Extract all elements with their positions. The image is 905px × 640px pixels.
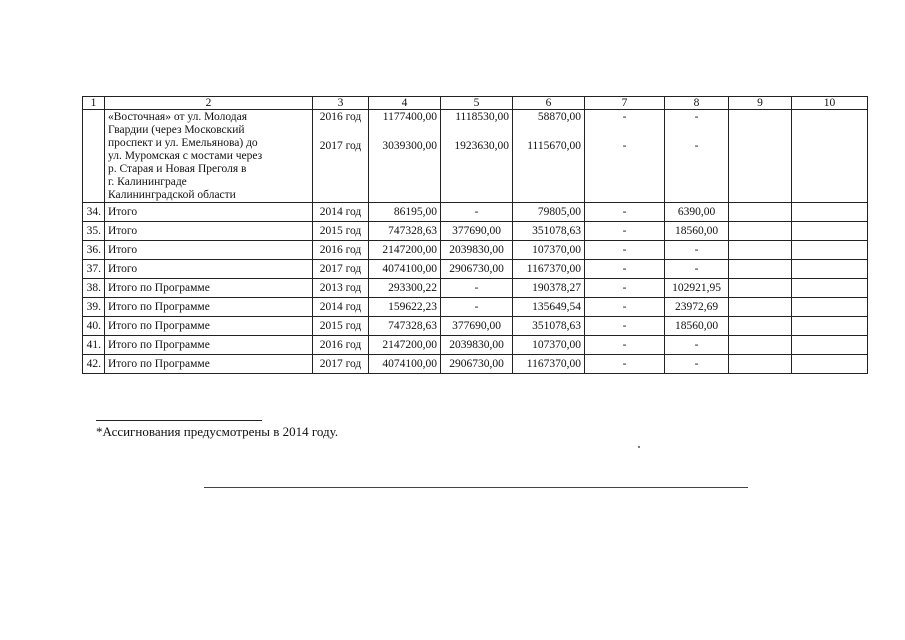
col9-cell — [729, 355, 792, 374]
col5-cell: 2039830,00 — [441, 241, 513, 260]
col5-cell: 1118530,00 1923630,00 — [441, 110, 513, 203]
row-number: 39. — [83, 298, 105, 317]
row-number: 37. — [83, 260, 105, 279]
col8-cell: 18560,00 — [665, 222, 729, 241]
year-cell: 2014 год — [313, 298, 369, 317]
column-header: 8 — [665, 97, 729, 110]
year-cell: 2016 год — [313, 336, 369, 355]
table-row — [83, 260, 868, 279]
year-cell: 2016 год 2017 год — [313, 110, 369, 203]
year-cell: 2013 год — [313, 279, 369, 298]
col7-cell: - — [585, 336, 665, 355]
col9-cell — [729, 336, 792, 355]
column-header: 7 — [585, 97, 665, 110]
row-name: Итого по Программе — [105, 279, 313, 298]
col4-cell: 1177400,00 3039300,00 — [369, 110, 441, 203]
row-number: 35. — [83, 222, 105, 241]
row-name: Итого — [105, 222, 313, 241]
col7-cell: - — [585, 355, 665, 374]
row-name: Итого по Программе — [105, 336, 313, 355]
col9-cell — [729, 241, 792, 260]
col4-cell: 2147200,00 — [369, 336, 441, 355]
table-row — [83, 317, 868, 336]
row-number: 34. — [83, 203, 105, 222]
col6-cell: 135649,54 — [513, 298, 585, 317]
column-number-row — [83, 97, 868, 110]
footnote-rule — [96, 420, 262, 421]
table-row — [83, 203, 868, 222]
year-cell: 2017 год — [313, 355, 369, 374]
col9-cell — [729, 110, 792, 203]
col10-cell — [792, 110, 868, 203]
row-name: Итого по Программе — [105, 317, 313, 336]
row-name: Итого по Программе — [105, 298, 313, 317]
col9-cell — [729, 317, 792, 336]
col5-cell: 377690,00 — [441, 317, 513, 336]
col7-cell: - - — [585, 110, 665, 203]
row-number: 41. — [83, 336, 105, 355]
table-row — [83, 298, 868, 317]
col10-cell — [792, 298, 868, 317]
col4-cell: 4074100,00 — [369, 355, 441, 374]
column-header: 1 — [83, 97, 105, 110]
row-number: 42. — [83, 355, 105, 374]
row-name: Итого — [105, 241, 313, 260]
col4-cell: 86195,00 — [369, 203, 441, 222]
table-row — [83, 279, 868, 298]
row-number: 40. — [83, 317, 105, 336]
col4-cell: 293300,22 — [369, 279, 441, 298]
col6-cell: 107370,00 — [513, 336, 585, 355]
row-number: 38. — [83, 279, 105, 298]
year-cell: 2016 год — [313, 241, 369, 260]
col7-cell: - — [585, 317, 665, 336]
col7-cell: - — [585, 241, 665, 260]
col4-cell: 4074100,00 — [369, 260, 441, 279]
col7-cell: - — [585, 203, 665, 222]
budget-table — [82, 96, 868, 374]
table-row-road-project — [83, 110, 868, 203]
col8-cell: - — [665, 355, 729, 374]
table-row — [83, 241, 868, 260]
col9-cell — [729, 298, 792, 317]
col10-cell — [792, 317, 868, 336]
row-name: Итого — [105, 203, 313, 222]
col6-cell: 1167370,00 — [513, 355, 585, 374]
col10-cell — [792, 260, 868, 279]
column-header: 9 — [729, 97, 792, 110]
col6-cell: 79805,00 — [513, 203, 585, 222]
year-cell: 2014 год — [313, 203, 369, 222]
column-header: 6 — [513, 97, 585, 110]
column-header: 2 — [105, 97, 313, 110]
footnote: *Ассигнования предусмотрены в 2014 году. — [96, 424, 339, 439]
row-number: 36. — [83, 241, 105, 260]
col8-cell: - - — [665, 110, 729, 203]
summary-rows — [83, 203, 868, 374]
col6-cell: 190378,27 — [513, 279, 585, 298]
col10-cell — [792, 203, 868, 222]
col8-cell: 102921,95 — [665, 279, 729, 298]
col5-cell: - — [441, 203, 513, 222]
table-row — [83, 355, 868, 374]
col9-cell — [729, 222, 792, 241]
col8-cell: 18560,00 — [665, 317, 729, 336]
col10-cell — [792, 336, 868, 355]
year-cell: 2015 год — [313, 222, 369, 241]
col4-cell: 159622,23 — [369, 298, 441, 317]
col8-cell: 23972,69 — [665, 298, 729, 317]
col7-cell: - — [585, 298, 665, 317]
col5-cell: - — [441, 279, 513, 298]
col4-cell: 747328,63 — [369, 317, 441, 336]
col8-cell: 6390,00 — [665, 203, 729, 222]
col6-cell: 58870,00 1115670,00 — [513, 110, 585, 203]
bottom-rule — [204, 487, 748, 488]
row-name: Итого по Программе — [105, 355, 313, 374]
table-row — [83, 336, 868, 355]
col9-cell — [729, 203, 792, 222]
col5-cell: 377690,00 — [441, 222, 513, 241]
col5-cell: - — [441, 298, 513, 317]
scan-speck — [638, 446, 640, 448]
col9-cell — [729, 279, 792, 298]
col8-cell: - — [665, 260, 729, 279]
col5-cell: 2039830,00 — [441, 336, 513, 355]
table-row — [83, 222, 868, 241]
year-cell: 2015 год — [313, 317, 369, 336]
col4-cell: 747328,63 — [369, 222, 441, 241]
col5-cell: 2906730,00 — [441, 355, 513, 374]
col8-cell: - — [665, 336, 729, 355]
col6-cell: 351078,63 — [513, 222, 585, 241]
col7-cell: - — [585, 279, 665, 298]
col9-cell — [729, 260, 792, 279]
col10-cell — [792, 279, 868, 298]
column-header: 4 — [369, 97, 441, 110]
col7-cell: - — [585, 260, 665, 279]
row-name: Итого — [105, 260, 313, 279]
project-name: «Восточная» от ул. Молодая Гвардии (через Московский проспект и ул. Емельянова) до ул. Муромская с мостами через р. Старая и Новая Преголя в г. Калининграде Калининградской области — [105, 110, 313, 203]
col4-cell: 2147200,00 — [369, 241, 441, 260]
column-header: 3 — [313, 97, 369, 110]
col8-cell: - — [665, 241, 729, 260]
col10-cell — [792, 222, 868, 241]
col10-cell — [792, 241, 868, 260]
year-cell: 2017 год — [313, 260, 369, 279]
col6-cell: 107370,00 — [513, 241, 585, 260]
col6-cell: 1167370,00 — [513, 260, 585, 279]
col6-cell: 351078,63 — [513, 317, 585, 336]
row-number — [83, 110, 105, 203]
column-header: 5 — [441, 97, 513, 110]
col5-cell: 2906730,00 — [441, 260, 513, 279]
col10-cell — [792, 355, 868, 374]
column-header: 10 — [792, 97, 868, 110]
col7-cell: - — [585, 222, 665, 241]
